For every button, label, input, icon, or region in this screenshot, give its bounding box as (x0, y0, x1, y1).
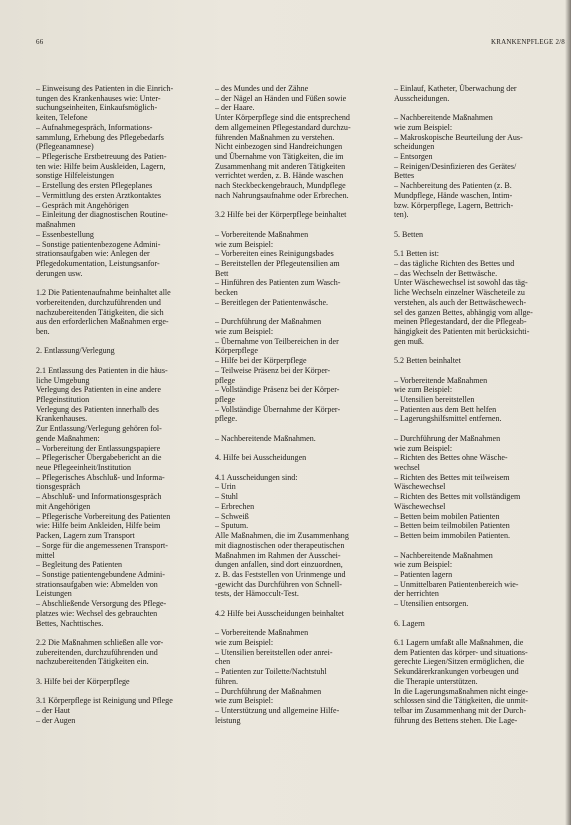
text-line: ten). (394, 210, 409, 220)
text-line: – Vermittlung des ersten Arztkontaktes (36, 190, 162, 200)
text-line: tionsgespräch (36, 482, 81, 492)
text-line: aus den erforderlichen Maßnahmen erge- (36, 317, 169, 327)
paragraph-gap (394, 103, 565, 113)
text-line: 3. Hilfe bei der Körperpflege (36, 676, 130, 686)
text-line: – Entsorgen (394, 152, 433, 162)
text-line: hängigkeit des Patienten mit berücksichti- (394, 326, 530, 336)
text-line: und Übernahme von Tätigkeiten, die im (215, 152, 344, 162)
text-line: Unter Körperpflege sind die entsprechend (215, 113, 350, 123)
text-line: pflege. (215, 414, 238, 424)
text-line: – der Haare. (215, 103, 255, 113)
text-line: -gewicht das Durchführen von Schnell- (215, 579, 342, 589)
text-line: Wäschewechsel (394, 501, 446, 511)
text-line: 1.2 Die Patientenaufnahme beinhaltet alle (36, 288, 171, 298)
text-line: – Utensilien bereitstellen (394, 395, 475, 404)
text-line: – Durchführung der Maßnahmen (215, 686, 322, 696)
text-line: – Übernahme von Teilbereichen in der (215, 336, 339, 346)
text-line: – Hilfe bei der Körperpflege (215, 356, 307, 366)
text-line: gen muß. (394, 336, 424, 346)
text-line: – Betten beim teilmobilen Patienten (394, 521, 510, 531)
text-line: – Urin (215, 482, 236, 492)
text-line: Leistungen (36, 589, 72, 599)
text-line: verstehen, als auch der Bettwäschewech- (394, 297, 527, 307)
text-line: – Durchführung der Maßnahmen (215, 317, 322, 327)
text-line: liche Umgebung (36, 375, 90, 385)
paragraph-gap (394, 240, 565, 250)
paragraph-gap (36, 687, 205, 697)
text-line: wie zum Beispiel: (215, 326, 274, 336)
paragraph-gap (394, 220, 565, 230)
text-line: chen (215, 657, 231, 667)
text-line: Zur Entlassung/Verlegung gehören fol- (36, 424, 162, 434)
text-line: dem Patienten das körper- und situations- (394, 647, 528, 657)
page-number: 66 (36, 38, 44, 46)
text-line: 2.1 Entlassung des Patienten in die häus- (36, 365, 168, 375)
text-line: – Schweiß (215, 511, 249, 521)
text-line: – Teilweise Präsenz bei der Körper- (215, 365, 331, 375)
text-line: 3.2 Hilfe bei der Körperpflege beinhaltet (215, 210, 347, 220)
text-line: – Einleitung der diagnostischen Routine- (36, 210, 168, 220)
text-line: – Pflegerisches Abschluß- und Informa- (36, 472, 165, 482)
text-line: – Nachbereitende Maßnahmen. (215, 433, 316, 443)
text-line: Körperpflege (215, 346, 258, 356)
text-line: – Pflegerische Vorbereitung des Patienten (36, 511, 171, 521)
text-line: führenden Maßnahmen zu verstehen. (215, 132, 335, 142)
text-line: – Reinigen/Desinfizieren des Gerätes/ (394, 161, 517, 171)
paragraph-gap (394, 628, 565, 638)
text-line: – der Haut (36, 706, 70, 715)
text-line: mit diagnostischen oder therapeutischen (215, 540, 345, 550)
text-line: dungen anfallen, sind dort einzuordnen, (215, 560, 343, 570)
paragraph-gap (215, 463, 384, 473)
text-line: – Abschluß- und Informationsgespräch (36, 492, 162, 502)
paragraph-gap (36, 278, 205, 288)
text-column-2 (215, 84, 384, 725)
text-line: leistung (215, 715, 241, 725)
paragraph-gap (394, 366, 565, 376)
text-line: pflege (215, 375, 236, 385)
text-line: 6.1 Lagern umfaßt alle Maßnahmen, die (394, 637, 524, 647)
text-line: bzw. Körperpflege, Lagern, Bettrich- (394, 200, 514, 210)
text-line: wie zum Beispiel: (215, 637, 274, 647)
text-line: maßnahmen (36, 220, 76, 230)
text-line: mittel (36, 550, 55, 560)
text-line: Verlegung des Patienten innerhalb des (36, 404, 159, 414)
text-line: der herrichten (394, 589, 439, 599)
text-line: verrichtet werden, z. B. Hände waschen (215, 171, 344, 181)
text-line: – Abschließende Versorgung des Pflege- (36, 599, 167, 609)
text-line: Bettes (394, 171, 415, 181)
text-line: (Pflegeanamnese) (36, 142, 94, 152)
text-line: wie zum Beispiel: (215, 696, 274, 706)
text-line: – Vorbereitende Maßnahmen (215, 229, 309, 239)
text-line: wie zum Beispiel: (394, 560, 453, 570)
text-line: – Makroskopische Beurteilung der Aus- (394, 132, 523, 142)
text-line: pflege (215, 395, 236, 404)
text-line: – Betten beim mobilen Patienten (394, 511, 500, 521)
text-line: – Betten beim immobilen Patienten. (394, 531, 510, 541)
text-line: Bett (215, 268, 229, 278)
text-line: – Stuhl (215, 492, 239, 502)
paragraph-gap (215, 424, 384, 434)
text-line: Sekundärerkrankungen vorbeugen und (394, 667, 519, 677)
text-line: z. B. das Feststellen von Urinmenge und (215, 569, 346, 579)
text-line: – Essenbestellung (36, 229, 94, 239)
text-line: zubereitenden, durchzuführenden und (36, 647, 158, 657)
text-line: telbar im Zusammenhang mit der Durch- (394, 706, 527, 715)
text-line: keiten, Telefone (36, 113, 88, 123)
text-line: 2.2 Die Maßnahmen schließen alle vor- (36, 637, 164, 647)
text-line: – der Nägel an Händen und Füßen sowie (215, 93, 347, 103)
text-line: – Bereitlegen der Patientenwäsche. (215, 297, 329, 307)
text-line: platzes wie: Wechsel des gebrauchten (36, 608, 158, 618)
text-line: Unter Wäschewechsel ist sowohl das täg- (394, 278, 528, 288)
text-line: 2. Entlassung/Verlegung (36, 346, 115, 356)
paragraph-gap (36, 356, 205, 366)
text-line: – Richten des Bettes ohne Wäsche- (394, 453, 508, 463)
text-line: meinen Pflegestandard, der die Pflegeab- (394, 317, 527, 327)
text-line: sel des ganzen Bettes, abhängig vom allge- (394, 307, 533, 317)
text-line: – der Augen (36, 715, 76, 725)
text-line: – Einlauf, Katheter, Überwachung der (394, 84, 517, 93)
text-line: suchungseinheiten, Einkaufsmöglich- (36, 103, 158, 113)
text-line: strationsaufgaben wie: Anlegen der (36, 249, 150, 259)
text-line: – Nachbereitung des Patienten (z. B. (394, 181, 512, 191)
text-line: ten wie: Hilfe beim Auskleiden, Lagern, (36, 161, 166, 171)
paragraph-gap (394, 541, 565, 551)
text-line: – Vollständige Präsenz bei der Körper- (215, 385, 340, 395)
text-line: nachzubereitenden Tätigkeiten, die sich (36, 307, 164, 317)
text-line: – Sonstige patientengebundene Admini- (36, 569, 165, 579)
text-line: – Hinführen des Patienten zum Wasch- (215, 278, 341, 288)
text-line: Alle Maßnahmen, die im Zusammenhang (215, 531, 349, 541)
text-line: In die Lagerungsmaßnahmen nicht einge- (394, 686, 529, 696)
text-line: – Utensilien entsorgen. (394, 599, 469, 609)
text-line: derungen usw. (36, 268, 83, 278)
text-line: Verlegung des Patienten in eine andere (36, 385, 161, 395)
text-column-3 (394, 84, 565, 725)
text-line: Zusammenhang mit anderen Tätigkeiten (215, 161, 346, 171)
text-line: – Sorge für die angemessenen Transport- (36, 540, 168, 550)
text-line: nach Nahrungsaufnahme oder Erbrechen. (215, 190, 349, 200)
text-line: wie: Hilfe beim Ankleiden, Hilfe beim (36, 521, 161, 531)
paragraph-gap (215, 619, 384, 629)
text-line: 5.1 Betten ist: (394, 249, 439, 259)
text-line: – Sputum. (215, 521, 249, 531)
text-line: – Erstellung des ersten Pflegeplanes (36, 181, 153, 191)
text-line: dem allgemeinen Pflegestandard durchzu- (215, 122, 351, 132)
text-line: – Pflegerische Erstbetreuung des Patien- (36, 152, 167, 162)
text-line: – Einweisung des Patienten in die Einrich- (36, 84, 174, 93)
text-line: – Pflegerischer Übergabebericht an die (36, 453, 162, 463)
text-line: 6. Lagern (394, 618, 425, 628)
text-line: – Gespräch mit Angehörigen (36, 200, 129, 210)
text-line: – Begleitung des Patienten (36, 560, 123, 570)
text-line: strationsaufgaben wie: Abmelden von (36, 579, 158, 589)
text-line: sonstige Hilfeleistungen (36, 171, 114, 181)
text-line: 4.1 Ausscheidungen sind: (215, 472, 298, 482)
text-line: – Richten des Bettes mit teilweisem (394, 472, 510, 482)
text-line: – Vorbereitung der Entlassungspapiere (36, 443, 161, 453)
text-line: – Nachbereitende Maßnahmen (394, 550, 493, 560)
text-line: Krankenhauses. (36, 414, 88, 424)
text-line: 4. Hilfe bei Ausscheidungen (215, 453, 307, 463)
text-line: Ausscheidungen. (394, 93, 450, 103)
text-line: Nicht einbezogen sind Handreichungen (215, 142, 343, 152)
text-line: liche Wechseln einzelner Wäscheteile zu (394, 288, 525, 298)
paragraph-gap (394, 346, 565, 356)
page-edge-shadow (565, 0, 571, 825)
page-header (36, 38, 565, 50)
text-line: – Nachbereitende Maßnahmen (394, 113, 493, 123)
text-line: – Patienten zur Toilette/Nachtstuhl (215, 667, 327, 677)
text-line: nach Steckbeckengebrauch, Mundpflege (215, 181, 346, 191)
text-line: Packen, Lagern zum Transport (36, 531, 135, 541)
paragraph-gap (215, 308, 384, 318)
text-line: führen. (215, 676, 239, 686)
paragraph-gap (36, 628, 205, 638)
text-line: 4.2 Hilfe bei Ausscheidungen beinhaltet (215, 608, 344, 618)
text-line: Pflegeinstitution (36, 395, 90, 404)
text-line: gende Maßnahmen: (36, 433, 100, 443)
text-line: – Lagerungshilfsmittel entfernen. (394, 414, 502, 424)
text-line: – Sonstige patientenbezogene Admini- (36, 239, 161, 249)
paragraph-gap (215, 201, 384, 211)
text-line: wie zum Beispiel: (394, 122, 453, 132)
text-line: Mundpflege, Hände waschen, Intim- (394, 190, 513, 200)
text-line: – Unterstützung und allgemeine Hilfe- (215, 706, 340, 715)
text-line: 5. Betten (394, 229, 424, 239)
text-line: Wäschewechsel (394, 482, 446, 492)
text-line: wechsel (394, 463, 420, 473)
text-line: – das tägliche Richten des Bettes und (394, 258, 515, 268)
text-line: 5.2 Betten beinhaltet (394, 356, 461, 366)
paragraph-gap (215, 220, 384, 230)
text-line: schlossen sind die Tätigkeiten, die unmit- (394, 696, 528, 706)
paragraph-gap (394, 424, 565, 434)
paragraph-gap (36, 667, 205, 677)
text-line: – Patienten lagern (394, 569, 453, 579)
text-line: becken (215, 288, 238, 298)
text-line: – Utensilien bereitstellen oder anrei- (215, 647, 333, 657)
paragraph-gap (215, 599, 384, 609)
paragraph-gap (394, 609, 565, 619)
text-line: – Durchführung der Maßnahmen (394, 433, 501, 443)
text-line: – das Wechseln der Bettwäsche. (394, 268, 498, 278)
text-line: – Richten des Bettes mit vollständigem (394, 492, 521, 502)
text-line: führung des Bettens stehen. Die Lage- (394, 715, 518, 725)
text-line: – Vollständige Übernahme der Körper- (215, 404, 341, 414)
text-line: sammlung, Erhebung des Pflegebedarfs (36, 132, 164, 142)
text-line: die Therapie unterstützen. (394, 676, 478, 686)
text-line: – Patienten aus dem Bett helfen (394, 404, 497, 414)
text-line: Bettes, Nachttisches. (36, 618, 104, 628)
text-line: – Erbrechen (215, 501, 255, 511)
text-line: gerechte Liegen/Sitzen ermöglichen, die (394, 657, 525, 667)
text-line: – Vorbereiten eines Reinigungsbades (215, 249, 334, 259)
text-column-1 (36, 84, 205, 725)
text-line: vorbereitenden, durchzuführenden und (36, 297, 161, 307)
text-line: mit Angehörigen (36, 501, 91, 511)
text-line: – Vorbereitende Maßnahmen (394, 375, 488, 385)
text-line: tungen des Krankenhauses wie: Unter- (36, 93, 161, 103)
text-line: – Bereitstellen der Pflegeutensilien am (215, 258, 340, 268)
text-line: wie zum Beispiel: (215, 239, 274, 249)
text-line: 3.1 Körperpflege ist Reinigung und Pflege (36, 696, 173, 706)
text-line: – des Mundes und der Zähne (215, 84, 309, 93)
text-line: ben. (36, 326, 50, 336)
text-line: scheidungen (394, 142, 435, 152)
text-line: Pflegedokumentation, Leistungsanfor- (36, 258, 160, 268)
paragraph-gap (215, 444, 384, 454)
text-line: wie zum Beispiel: (394, 385, 453, 395)
text-line: – Aufnahmegespräch, Informations- (36, 122, 153, 132)
text-line: tests, der Hämoccult-Test. (215, 589, 299, 599)
running-title: KRANKENPFLEGE 2/8 (491, 38, 565, 46)
text-line: – Vorbereitende Maßnahmen (215, 628, 309, 638)
paragraph-gap (36, 337, 205, 347)
text-line: neue Pflegeeinheit/Institution (36, 463, 131, 473)
text-line: – Unmittelbaren Patientenbereich wie- (394, 579, 519, 589)
text-line: nachzubereitenden Tätigkeiten ein. (36, 657, 149, 667)
text-line: wie zum Beispiel: (394, 443, 453, 453)
text-line: Maßnahmen im Rahmen der Ausschei- (215, 550, 341, 560)
